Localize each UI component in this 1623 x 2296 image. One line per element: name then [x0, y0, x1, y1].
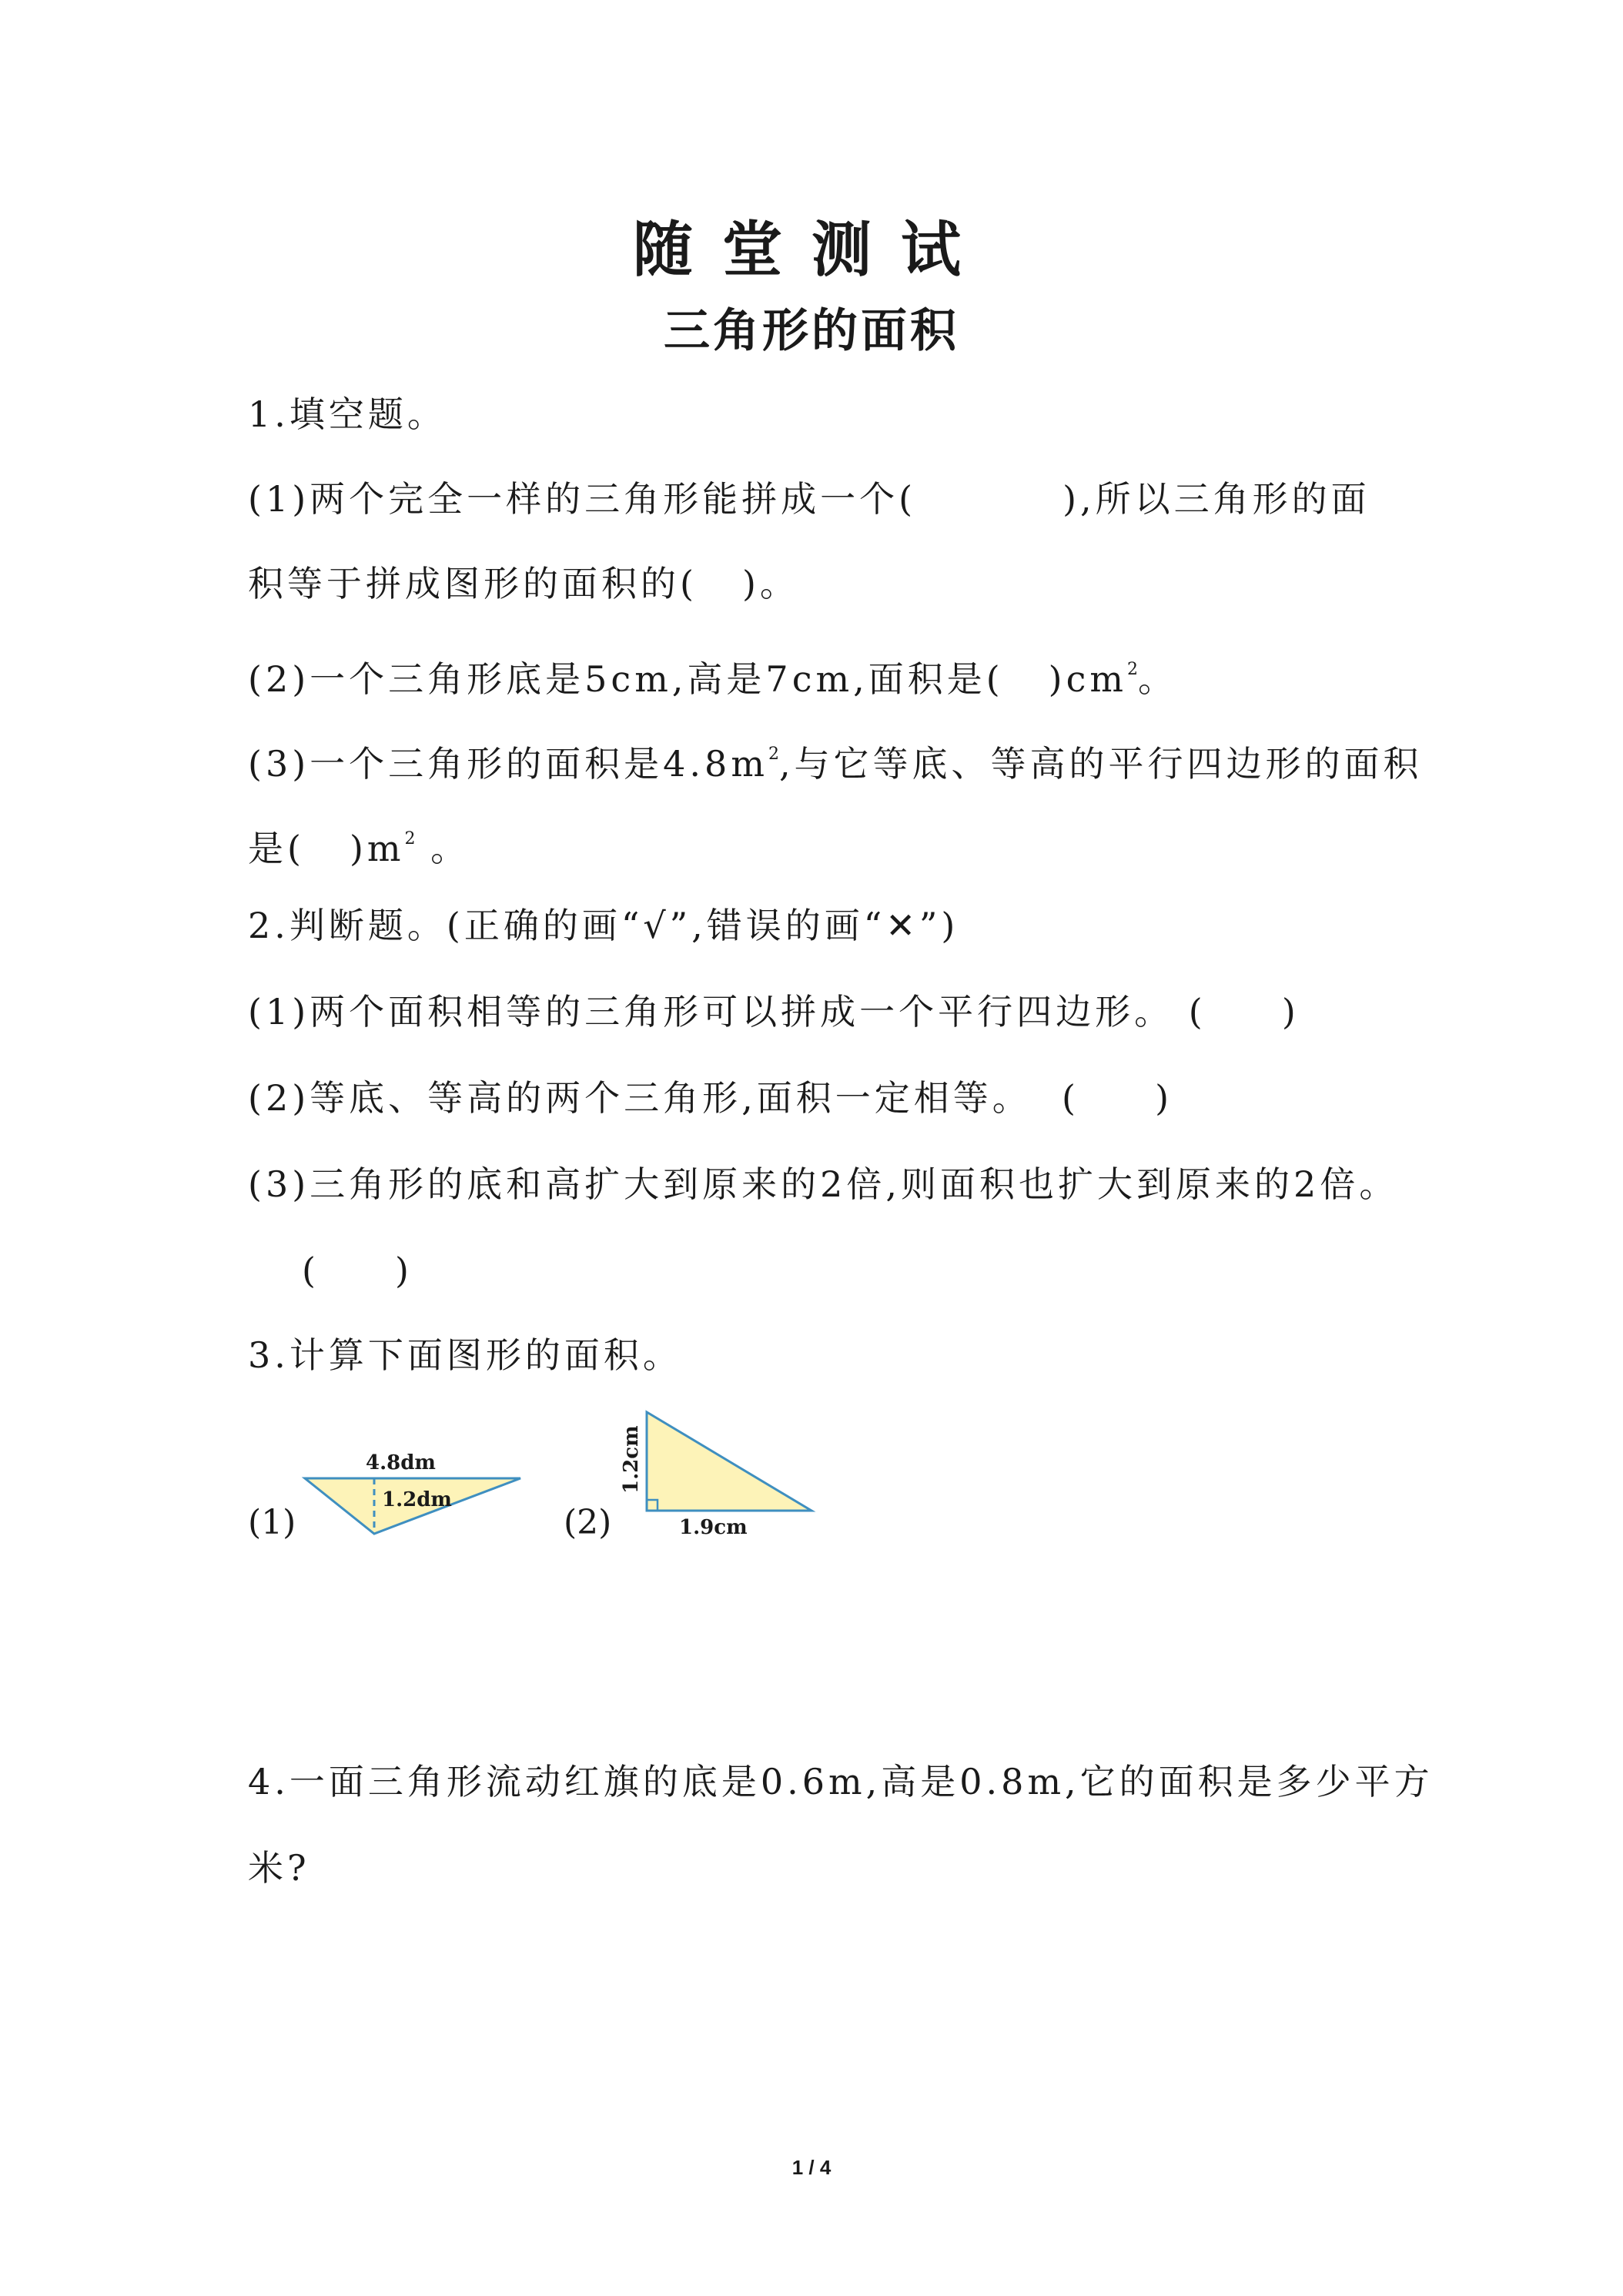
page-title: 随堂测试: [632, 216, 990, 285]
q1-part3-line2: [248, 816, 470, 872]
q3-heading: 3.计算下面图形的面积。: [248, 1334, 682, 1376]
q1-part1-line1: [248, 476, 1370, 522]
q1-part2: [248, 647, 1177, 702]
q1-part1-text-b: ),所以三角形的面: [1062, 478, 1370, 520]
q1-part2-end: 。: [1137, 658, 1177, 700]
q3-figure1-height-label: 1.2dm: [382, 1488, 452, 1511]
q1-part1-text-a: (1)两个完全一样的三角形能拼成一个(: [248, 478, 917, 520]
q1-part3-text-a: (3)一个三角形的面积是4.8m: [248, 743, 768, 785]
q1-part3-text-b: ,与它等底、等高的平行四边形的面积: [778, 743, 1423, 785]
q4-line2: 米?: [248, 1847, 310, 1889]
page-subtitle: 三角形的面积: [664, 304, 959, 358]
q1-part3-text-c: 是(: [248, 828, 305, 869]
q3-figure1-label: (1): [248, 1503, 296, 1542]
q1-part3-unit: )m: [349, 828, 405, 869]
q2-part3: (3)三角形的底和高扩大到原来的2倍,则面积也扩大到原来的2倍。: [248, 1163, 1399, 1205]
q1-part2-exponent: 2: [1126, 660, 1138, 679]
q3-figure1-base-label: 4.8dm: [366, 1451, 436, 1474]
q1-part1-text-d: )。: [741, 563, 799, 604]
page-number: 1 / 4: [791, 2156, 832, 2179]
q3-figure2: [608, 1401, 832, 1540]
q1-part1-text-c: 积等于拼成图形的面积的(: [248, 563, 698, 604]
right-triangle-shape: [647, 1412, 812, 1511]
q2-part2: (2)等底、等高的两个三角形,面积一定相等。 ( ): [248, 1077, 1173, 1119]
q2-part1: (1)两个面积相等的三角形可以拼成一个平行四边形。 ( ): [248, 991, 1300, 1033]
q4-line1: 4.一面三角形流动红旗的底是0.6m,高是0.8m,它的面积是多少平方: [248, 1761, 1434, 1802]
q1-part3-exponent-b: 2: [404, 829, 416, 848]
q1-part2-unit: )cm: [1048, 658, 1127, 700]
q1-part3-end: 。: [415, 828, 470, 869]
q1-part1-line2: [248, 561, 799, 607]
q3-figure2-height-label: 1.2cm: [620, 1425, 643, 1494]
q1-heading: 1.填空题。: [248, 393, 447, 435]
q1-part3-line1: [248, 731, 1423, 787]
q3-figure2-base-label: 1.9cm: [679, 1516, 748, 1539]
q3-figure1: [293, 1432, 547, 1548]
q2-heading: 2.判断题。(正确的画“√”,错误的画“✕”): [248, 905, 959, 946]
q2-part3-answer-paren: ( ): [302, 1250, 413, 1291]
q3-figure2-label: (2): [564, 1503, 612, 1542]
q1-part3-exponent-a: 2: [768, 745, 779, 764]
q1-part2-text: (2)一个三角形底是5cm,高是7cm,面积是(: [248, 658, 1004, 700]
